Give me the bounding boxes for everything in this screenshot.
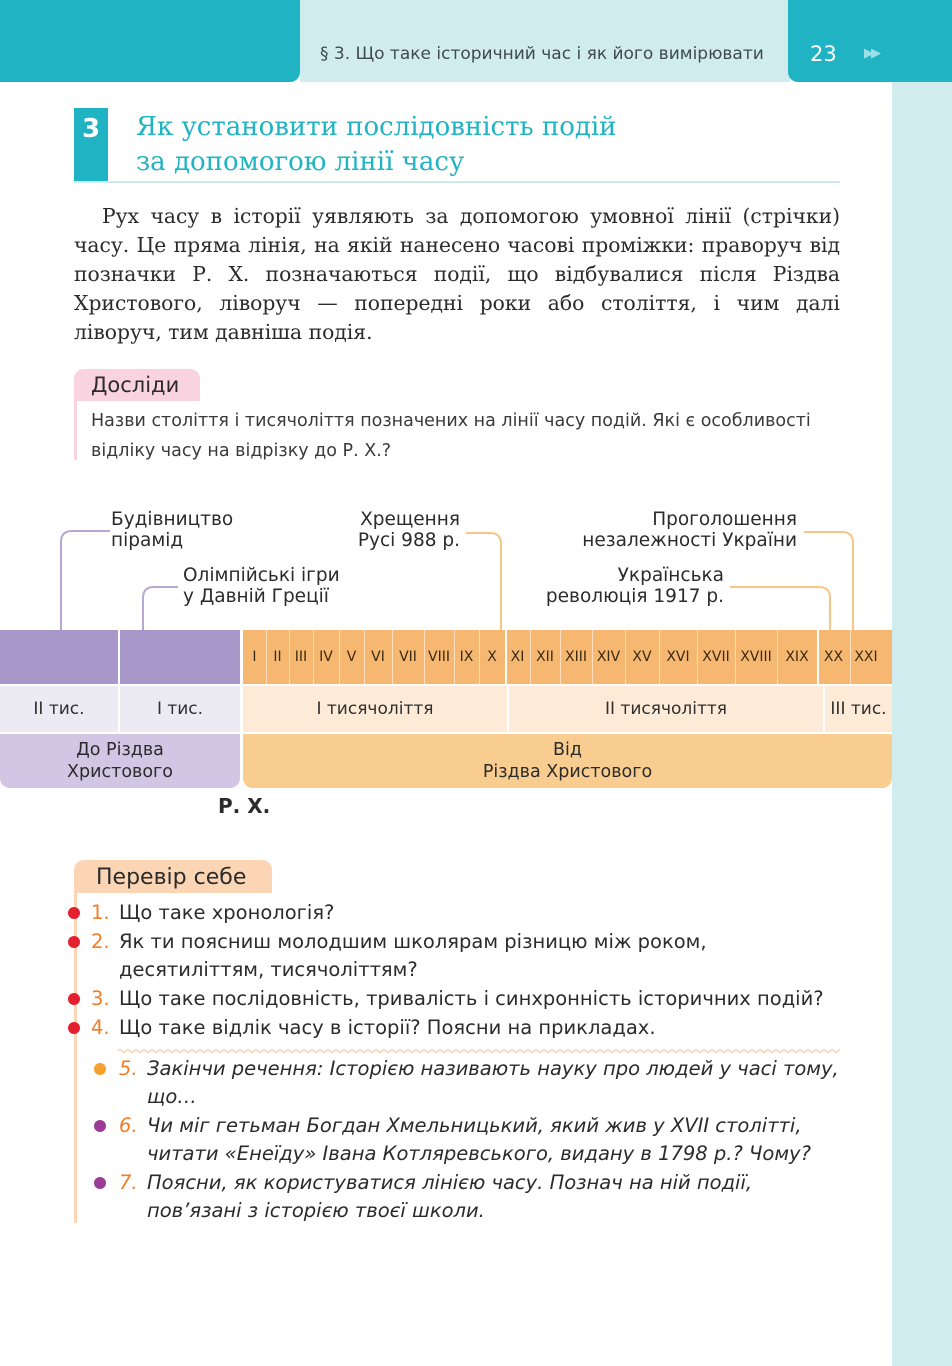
century-cell-vii: VII xyxy=(392,630,425,684)
section-title-line2: за допомогою лінії часу xyxy=(136,147,465,177)
q1-number: 1. xyxy=(91,901,110,924)
section-title xyxy=(136,110,836,180)
header-right-band xyxy=(788,0,952,82)
section-number: 3 xyxy=(74,108,108,182)
era-ad-line2: Різдва Христового xyxy=(482,762,653,782)
pyramids-connector xyxy=(61,531,110,630)
event-olympics xyxy=(183,565,340,607)
event-pyramids xyxy=(111,509,233,551)
section-underline xyxy=(74,181,840,183)
century-cell-xx: XX xyxy=(817,630,851,684)
millennium-ad2: II тисячоліття xyxy=(509,686,823,732)
event-independence-line1: Проголошення xyxy=(652,509,797,530)
q2-number: 2. xyxy=(91,930,110,953)
rx-marker-label: Р. Х. xyxy=(218,794,271,818)
millennium-bc2: II тис. xyxy=(0,686,118,732)
research-bar xyxy=(74,398,77,460)
q4-text: Що таке відлік часу в історії? Поясни на прикладах. xyxy=(119,1016,656,1039)
century-row xyxy=(243,630,892,684)
event-revolution xyxy=(520,565,724,607)
q3-text: Що таке послідовність, тривалість і синхронність історичних подій? xyxy=(119,987,824,1010)
page-number: 23 xyxy=(810,42,837,66)
century-cell-xiii: XIII xyxy=(560,630,593,684)
q5-dot xyxy=(94,1063,106,1075)
q5-text: Закінчи речення: Історією називають науку про людей у часі тому, що… xyxy=(147,1057,839,1108)
millennium-ad1: I тисячоліття xyxy=(243,686,507,732)
body-paragraph xyxy=(74,202,840,347)
bc-first-millennium-block xyxy=(120,630,240,684)
event-baptism xyxy=(300,509,460,551)
section-title-line1: Як установити послідовність подій xyxy=(136,112,617,142)
q6-number: 6. xyxy=(119,1114,138,1137)
next-arrows-icon: ▶▶ xyxy=(864,46,878,61)
era-before-christ xyxy=(0,734,240,788)
era-ad-line1: Від xyxy=(553,740,582,760)
q6-dot xyxy=(94,1120,106,1132)
event-pyramids-line2: пірамід xyxy=(111,530,184,551)
q1-text: Що таке хронологія? xyxy=(119,901,335,924)
century-cell-ii: II xyxy=(266,630,290,684)
q6-text: Чи міг гетьман Богдан Хмельницький, який жив у XVII столітті, читати «Енеїду» Івана Котляревського, видану в 1798 р.? Чому? xyxy=(147,1114,811,1165)
century-cell-xvii: XVII xyxy=(697,630,736,684)
century-cell-vi: VI xyxy=(364,630,393,684)
century-cell-xvi: XVI xyxy=(659,630,698,684)
era-after-christ xyxy=(243,734,892,788)
century-cell-xii: XII xyxy=(530,630,561,684)
century-cell-iii: III xyxy=(289,630,314,684)
q7-dot xyxy=(94,1177,106,1189)
research-label: Досліди xyxy=(74,369,200,401)
century-cell-xxi: XXI xyxy=(854,649,878,665)
event-olympics-line1: Олімпійські ігри xyxy=(183,565,340,586)
q4-dot xyxy=(68,1022,80,1034)
century-cell-ix: IX xyxy=(454,630,480,684)
event-revolution-line1: Українська xyxy=(617,565,724,586)
revolution-connector xyxy=(730,587,830,630)
q3-number: 3. xyxy=(91,987,110,1010)
event-independence xyxy=(520,509,797,551)
q7-number: 7. xyxy=(119,1171,138,1194)
century-cell-v: V xyxy=(339,630,365,684)
q2-dot xyxy=(68,936,80,948)
century-cell-i: I xyxy=(243,630,267,684)
check-label: Перевір себе xyxy=(74,860,272,893)
body-paragraph-text: Рух часу в історії уявляють за допомогою умовної лінії (стрічки) часу. Це пряма лінія, на якій нанесено часові проміжки: праворуч від позначки Р. Х. позначаються події, що відбувалися після Різдва Христового, ліворуч — попередні роки або століття, і чим далі ліворуч, тим давніша подія. xyxy=(74,204,840,344)
era-bc-line2: Христового xyxy=(67,762,173,782)
millennium-bc1: I тис. xyxy=(120,686,240,732)
event-independence-line2: незалежності України xyxy=(582,530,797,551)
header-left-band xyxy=(0,0,300,82)
q4-number: 4. xyxy=(91,1016,110,1039)
header-title-band xyxy=(300,0,790,82)
event-pyramids-line1: Будівництво xyxy=(111,509,234,530)
century-cell-xviii: XVIII xyxy=(735,630,778,684)
q3-dot xyxy=(68,993,80,1005)
century-cell-viii: VIII xyxy=(424,630,455,684)
event-revolution-line2: революція 1917 р. xyxy=(545,586,724,607)
right-margin-band xyxy=(892,82,952,1366)
research-text: Назви століття і тисячоліття позначених на лінії часу подій. Які є особливості відліку часу на відрізку до Р. Х.? xyxy=(91,411,811,461)
bc-second-millennium-block xyxy=(0,630,118,684)
baptism-connector xyxy=(466,533,501,630)
independence-connector xyxy=(804,532,853,630)
century-cell-xi: XI xyxy=(505,630,531,684)
running-title: § 3. Що таке історичний час і як його вимірювати xyxy=(320,44,764,64)
wavy-divider xyxy=(118,1048,840,1054)
q7-text: Поясни, як користуватися лінією часу. Познач на ній події, пов’язані з історією твоєї школи. xyxy=(147,1171,753,1222)
event-baptism-line2: Русі 988 р. xyxy=(357,530,460,551)
olympics-connector xyxy=(143,587,178,630)
era-bc-line1: До Різдва xyxy=(76,740,164,760)
century-cell-xix: XIX xyxy=(777,630,819,684)
q5-number: 5. xyxy=(119,1057,138,1080)
century-cell-iv: IV xyxy=(313,630,340,684)
century-cell-x: X xyxy=(479,630,507,684)
event-baptism-line1: Хрещення xyxy=(360,509,460,530)
century-cell-xiv: XIV xyxy=(592,630,626,684)
millennium-ad3: III тис. xyxy=(825,686,892,732)
event-olympics-line2: у Давній Греції xyxy=(183,586,329,607)
century-cell-xv: XV xyxy=(625,630,660,684)
q2-text: Як ти поясниш молодшим школярам різницю між роком, десятиліттям, тисячоліттям? xyxy=(119,930,707,981)
q1-dot xyxy=(68,907,80,919)
